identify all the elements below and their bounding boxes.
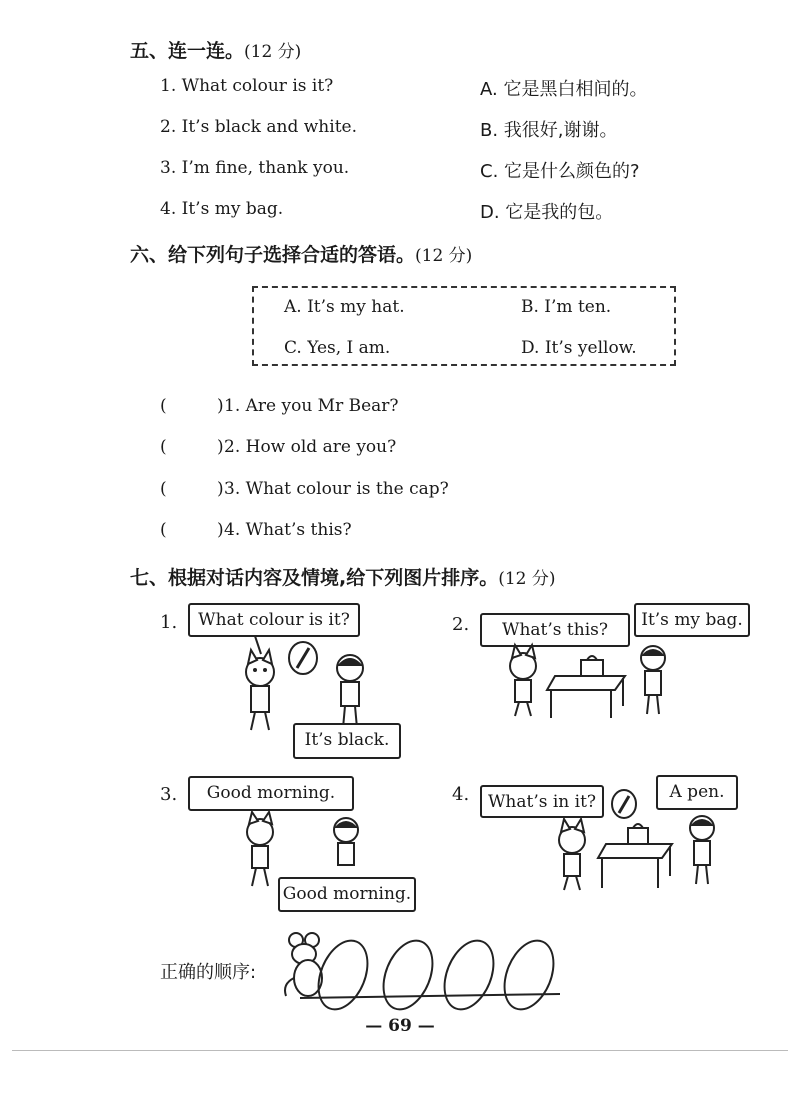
option-c: C. Yes, I am.: [284, 338, 391, 358]
footer-divider: [12, 1050, 788, 1051]
speech-bubble-4b: A pen.: [656, 775, 738, 810]
section-6-heading: [130, 240, 472, 267]
answer-bracket-open-2: (: [160, 437, 167, 457]
girl-icon: [334, 818, 358, 865]
speech-bubble-1b: It’s black.: [293, 723, 401, 759]
question-row-2: [160, 437, 397, 457]
cat-icon: [247, 812, 273, 886]
section-7-title: 七、根据对话内容及情境,给下列图片排序。: [130, 567, 499, 589]
option-a: A. It’s my hat.: [284, 297, 405, 317]
order-label: 正确的顺序:: [160, 962, 257, 983]
question-text-1: 1. Are you Mr Bear?: [224, 396, 399, 416]
picture-2-illustration: [495, 640, 685, 720]
section-5-points: (12 分): [244, 42, 302, 62]
match-right-a[interactable]: A. 它是黑白相间的。: [480, 79, 648, 100]
answer-bracket-open-4: (: [160, 520, 167, 540]
picture-4-illustration: [540, 788, 730, 892]
speech-bubble-1a: What colour is it?: [188, 603, 360, 637]
girl-icon: [690, 816, 714, 884]
page-number: — 69 —: [365, 1016, 435, 1036]
speech-bubble-2b: It’s my bag.: [634, 603, 750, 637]
picture-number-1: 1.: [160, 612, 178, 633]
speech-bubble-3a: Good morning.: [188, 776, 354, 811]
question-text-2: 2. How old are you?: [224, 437, 397, 457]
cat-icon: [246, 650, 274, 730]
answer-bracket-close-4: ): [217, 520, 224, 540]
match-right-b[interactable]: B. 我很好,谢谢。: [480, 120, 618, 141]
answer-bracket-open-1: (: [160, 396, 167, 416]
section-5-title: 五、连一连。: [130, 40, 245, 62]
section-6-points: (12 分): [415, 246, 473, 266]
table-icon: [598, 844, 672, 888]
section-6-title: 六、给下列句子选择合适的答语。: [130, 244, 416, 266]
bag-icon: [581, 656, 603, 676]
answer-bracket-close-1: ): [217, 396, 224, 416]
speech-bubble-2a: What’s this?: [480, 613, 630, 647]
picture-number-3: 3.: [160, 784, 178, 805]
match-left-2[interactable]: 2. It’s black and white.: [160, 117, 357, 137]
option-d: D. It’s yellow.: [521, 338, 637, 358]
picture-number-4: 4.: [452, 784, 470, 805]
question-text-4: 4. What’s this?: [224, 520, 352, 540]
speech-bubble-3b: Good morning.: [278, 877, 416, 912]
cat-icon: [559, 819, 585, 890]
answer-bracket-close-3: ): [217, 479, 224, 499]
question-row-3: [160, 479, 449, 499]
section-5-heading: [130, 36, 301, 63]
question-row-4: [160, 520, 352, 540]
speech-bubble-4a: What’s in it?: [480, 785, 604, 818]
order-baseline: [300, 990, 560, 1006]
bag-icon: [628, 824, 648, 844]
section-7-heading: [130, 563, 556, 590]
picture-1-illustration: [225, 636, 385, 736]
match-left-4[interactable]: 4. It’s my bag.: [160, 199, 284, 219]
pen-thought-bubble-icon: [289, 642, 317, 674]
match-right-c[interactable]: C. 它是什么颜色的?: [480, 161, 640, 182]
question-row-1: [160, 396, 399, 416]
pen-thought-bubble-icon: [612, 790, 636, 818]
match-left-1[interactable]: 1. What colour is it?: [160, 76, 334, 96]
table-icon: [547, 676, 625, 718]
answer-bracket-close-2: ): [217, 437, 224, 457]
girl-icon: [337, 655, 363, 728]
picture-number-2: 2.: [452, 614, 470, 635]
girl-icon: [641, 646, 665, 714]
section-7-points: (12 分): [498, 569, 556, 589]
cat-icon: [510, 645, 536, 716]
question-text-3: 3. What colour is the cap?: [224, 479, 449, 499]
option-b: B. I’m ten.: [521, 297, 612, 317]
answer-bracket-open-3: (: [160, 479, 167, 499]
match-left-3[interactable]: 3. I’m fine, thank you.: [160, 158, 350, 178]
match-right-d[interactable]: D. 它是我的包。: [480, 202, 614, 223]
